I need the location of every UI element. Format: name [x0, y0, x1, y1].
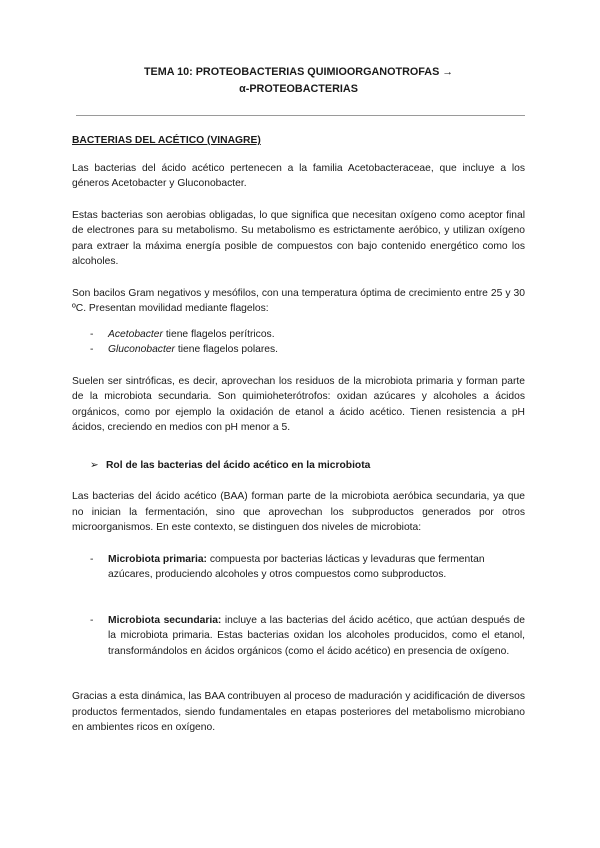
- list-item-text: tiene flagelos polares.: [174, 344, 279, 355]
- flagella-list: [72, 327, 525, 358]
- list-item-text: tiene flagelos perítricos.: [162, 328, 275, 340]
- paragraph-aerobic: Estas bacterias son aerobias obligadas, lo que significa que necesitan oxígeno como aceptor final de electrones para su metabolismo. Su metabolismo es estrictamente aeróbico, y utilizan oxígeno para extraer la máxima energía posible de compuestos con bajo contenido energético como los alcoholes.: [72, 209, 525, 267]
- microbiota-list: [72, 552, 525, 660]
- title-line-1: TEMA 10: PROTEOBACTERIAS QUIMIOORGANOTROFAS →: [143, 66, 454, 78]
- document-page: [72, 64, 525, 752]
- sub-heading: [90, 458, 525, 474]
- sub-heading-text: Rol de las bacterias del ácido acético en la microbiota: [106, 459, 371, 471]
- paragraph-morphology: Son bacilos Gram negativos y mesófilos, con una temperatura óptima de crecimiento entre 25 y 30 ºC. Presentan movilidad mediante flagelos:: [72, 287, 525, 314]
- list-item-text: incluye a las bacterias del ácido acético, que actúan después de la microbiota primaria. Estas bacterias oxidan los alcoholes producidos, como el etanol, transformándolos en ácidos orgánicos (como el ácido acético) en presencia de oxígeno.: [108, 614, 526, 657]
- list-item: [72, 552, 525, 583]
- list-item: [72, 327, 525, 343]
- title-line-2: α-PROTEOBACTERIAS: [239, 82, 358, 95]
- paragraph-conclusion: Gracias a esta dinámica, las BAA contribuyen al proceso de maduración y acidificación de diversos productos fermentados, siendo fundamentales en etapas posteriores del metabolismo microbiano en ambientes ricos en oxígeno.: [72, 691, 525, 733]
- genus-name: Acetobacter: [108, 328, 163, 340]
- dash-bullet: -: [90, 328, 94, 340]
- list-term: Microbiota primaria:: [108, 553, 207, 565]
- paragraph-family: Las bacterias del ácido acético pertenecen a la familia Acetobacteraceae, que incluye a los géneros Acetobacter y Gluconobacter.: [72, 162, 525, 189]
- genus-name: Gluconobacter: [108, 344, 175, 355]
- list-term: Microbiota secundaria:: [108, 614, 222, 626]
- paragraph-baa: Las bacterias del ácido acético (BAA) forman parte de la microbiota aeróbica secundaria, ya que no inician la fermentación, sino que aprovechan los subproductos generados por otros microorganismos. En este contexto, se distinguen dos niveles de microbiota:: [72, 491, 525, 533]
- paragraph-syntrophic: Suelen ser sintróficas, es decir, aprovechan los residuos de la microbiota primaria y forman parte de la microbiota secundaria. Son quimioheterótrofos: oxidan azúcares y alcoholes a ácidos orgánicos, como por ejemplo la oxidación de etanol a ácido acético. Tienen resistencia a pH ácidos, creciendo en medios con pH menor a 5.: [72, 375, 525, 433]
- document-title: [72, 64, 525, 97]
- list-item: [72, 613, 525, 660]
- list-item-text: compuesta por bacterias lácticas y levaduras que fermentan azúcares, produciendo alcoholes y otros compuestos como subproductos.: [108, 553, 485, 580]
- dash-bullet: -: [90, 344, 94, 355]
- list-item: [72, 342, 525, 358]
- dash-bullet: -: [90, 553, 94, 565]
- horizontal-divider: [76, 115, 525, 116]
- section-title: BACTERIAS DEL ACÉTICO (VINAGRE): [72, 135, 261, 146]
- dash-bullet: -: [90, 614, 94, 626]
- arrow-bullet-icon: ➢: [90, 459, 99, 471]
